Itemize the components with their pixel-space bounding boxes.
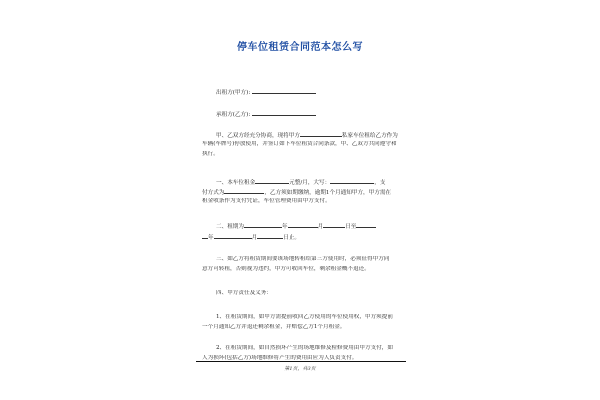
clause1-text-2: 元整/月，大写： bbox=[289, 180, 331, 186]
clause1-text-1: 一、本车位租金 bbox=[216, 180, 256, 186]
clause1-text-5: ，乙方须如期缴纳，逾期1个月通知甲方，甲方需在 bbox=[264, 190, 392, 196]
lessee-line bbox=[216, 110, 422, 119]
end-month-blank bbox=[214, 233, 252, 239]
clause3-line-1 bbox=[216, 256, 422, 263]
clause1-line-3 bbox=[202, 198, 408, 205]
payment-method-blank bbox=[224, 188, 264, 194]
lessee-label: 承租方(乙方): bbox=[216, 112, 251, 118]
intro-line-1 bbox=[216, 131, 422, 140]
lessor-label: 出租方(甲方): bbox=[216, 90, 251, 96]
intro-line-3 bbox=[202, 151, 408, 158]
clause1-text-3: ，支 bbox=[374, 180, 386, 186]
clause2-month-label: 月 bbox=[317, 224, 324, 230]
end-year-blank-part bbox=[356, 222, 376, 228]
start-year-blank bbox=[244, 222, 282, 228]
clause2-year-label: 年 bbox=[281, 224, 288, 230]
document-title: 停车位租赁合同范本怎么写 bbox=[237, 42, 363, 53]
clause4-2-line-1 bbox=[216, 345, 422, 352]
clause4-1-line-2 bbox=[202, 324, 408, 331]
clause2-to-label: 日至 bbox=[345, 224, 357, 230]
clause1-line-2 bbox=[202, 188, 408, 197]
clause4-2-text-2: 人为损坏(包括乙方)场地维修将产生的费用由应为人负责支付。 bbox=[202, 355, 358, 361]
clause4-2-text-1: 2、在租赁期间，如自然损坏产生的场地维修及检修费用由甲方支付，如 bbox=[216, 345, 393, 351]
lessor-line bbox=[216, 88, 422, 97]
clause2-end-year-label: 年 bbox=[208, 235, 214, 241]
page-number: 第1页，共3页 bbox=[284, 366, 316, 372]
clause3-text-2: 意方可转租，否则视为违约，甲方可收回车位，剩余租金概不退还。 bbox=[202, 266, 370, 272]
clause2-end-label: 日止。 bbox=[283, 235, 301, 241]
clause1-text-4: 付方式为 bbox=[202, 190, 225, 196]
clause1-text-6: 租金收条作为支付凭证，车位管理费用由甲方支付。 bbox=[202, 198, 331, 204]
intro-text-1: 甲、乙双方经充分协商，现将甲方 bbox=[216, 133, 300, 139]
clause1-line-1 bbox=[216, 178, 422, 187]
clause4-1-text-1: 1、在租赁期间，如甲方需提前收回乙方使用的车位使用权，甲方须提前 bbox=[216, 314, 393, 320]
intro-text-2: 私家车位租给乙方作为 bbox=[341, 133, 398, 139]
clause3-line-2 bbox=[202, 266, 408, 273]
intro-text-4: 执行。 bbox=[202, 151, 219, 157]
footer-divider bbox=[196, 361, 406, 362]
clause4-1-text-2: 一个月通知乙方并退还剩余租金，并赔偿乙方1个月租金。 bbox=[202, 324, 346, 330]
clause4-heading bbox=[216, 290, 422, 297]
lessor-blank bbox=[252, 88, 316, 94]
clause4-heading-text: 四、甲方责任及义务： bbox=[216, 290, 272, 296]
start-day-blank bbox=[323, 222, 345, 228]
clause2-line-2 bbox=[202, 233, 408, 242]
clause2-text-1: 二、租期为 bbox=[216, 224, 244, 230]
lessee-blank bbox=[252, 110, 316, 116]
rent-words-blank bbox=[330, 178, 374, 184]
rent-amount-blank bbox=[255, 178, 289, 184]
clause3-text-1: 三、如乙方将租赁期间要该场地转租给第三方使用时，必须征得甲方同 bbox=[216, 256, 390, 262]
start-month-blank bbox=[288, 222, 318, 228]
end-day-blank bbox=[257, 233, 283, 239]
clause4-1-line-1 bbox=[216, 314, 422, 321]
intro-line-2 bbox=[202, 141, 408, 148]
clause2-line-1 bbox=[216, 222, 422, 231]
intro-blank bbox=[300, 131, 342, 137]
intro-text-3: 车辆(车牌号)停放使用，并签订如下车位租赁合同条款，甲、乙双方共同遵守和 bbox=[202, 141, 397, 147]
clause2-end-month-label: 月 bbox=[251, 235, 258, 241]
